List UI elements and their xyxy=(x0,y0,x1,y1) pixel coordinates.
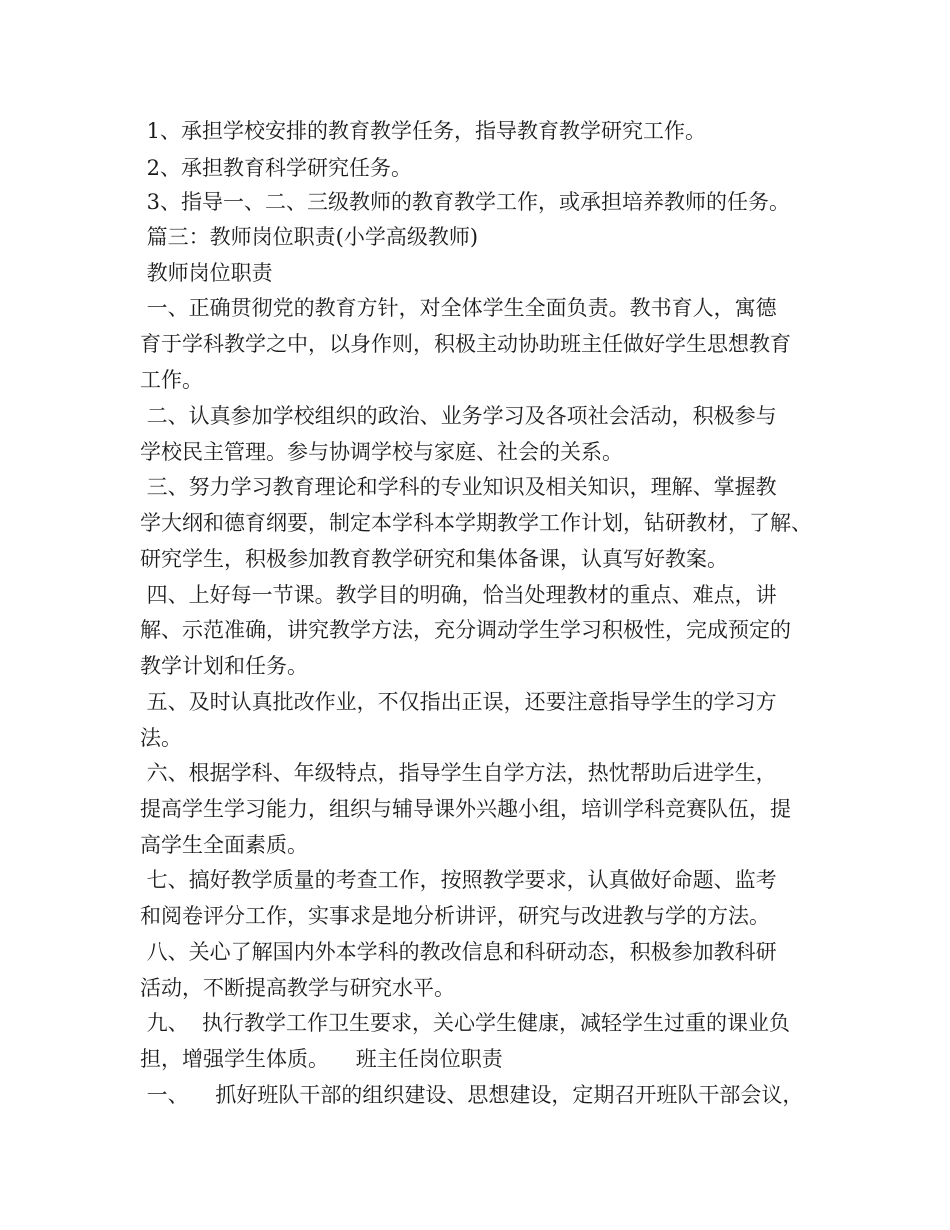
text-line: 和阅卷评分工作，实事求是地分析讲评，研究与改进教与学的方法。 xyxy=(140,904,770,928)
text-line: 二、认真参加学校组织的政治、业务学习及各项社会活动，积极参与 xyxy=(140,404,777,428)
text-line: 一、 抓好班队干部的组织建设、思想建设，定期召开班队干部会议， xyxy=(140,1083,804,1107)
text-line: 六、根据学科、年级特点，指导学生自学方法，热忱帮助后进学生， xyxy=(140,761,777,785)
text-line: 法。 xyxy=(140,726,182,750)
text-line: 学大纲和德育纲要，制定本学科本学期教学工作计划，钻研教材，了解、 xyxy=(140,511,812,535)
text-line: 高学生全面素质。 xyxy=(140,833,308,857)
text-line: 3、指导一、二、三级教师的教育教学工作，或承担培养教师的任务。 xyxy=(140,190,791,214)
text-line: 五、及时认真批改作业，不仅指出正误，还要注意指导学生的学习方 xyxy=(140,690,777,714)
text-line: 1、承担学校安排的教育教学任务，指导教育教学研究工作。 xyxy=(140,119,707,143)
text-line: 四、上好每一节课。教学目的明确，恰当处理教材的重点、难点，讲 xyxy=(140,583,777,607)
text-line: 学校民主管理。参与协调学校与家庭、社会的关系。 xyxy=(140,440,623,464)
text-line: 育于学科教学之中，以身作则，积极主动协助班主任做好学生思想教育 xyxy=(140,332,791,356)
text-line: 九、 执行教学工作卫生要求，关心学生健康，减轻学生过重的课业负 xyxy=(140,1011,791,1035)
text-line: 教学计划和任务。 xyxy=(140,654,308,678)
text-line: 活动，不断提高教学与研究水平。 xyxy=(140,976,455,1000)
text-line: 工作。 xyxy=(140,368,203,392)
text-line: 提高学生学习能力，组织与辅导课外兴趣小组，培训学科竞赛队伍，提 xyxy=(140,797,791,821)
text-line: 担，增强学生体质。 班主任岗位职责 xyxy=(140,1047,503,1071)
section-title: 教师岗位职责 xyxy=(140,261,273,285)
text-line: 三、努力学习教育理论和学科的专业知识及相关知识，理解、掌握教 xyxy=(140,475,777,499)
text-line: 解、示范准确，讲究教学方法，充分调动学生学习积极性，完成预定的 xyxy=(140,618,791,642)
text-line: 八、关心了解国内外本学科的教改信息和科研动态，积极参加教科研 xyxy=(140,940,777,964)
section-heading: 篇三：教师岗位职责(小学高级教师) xyxy=(140,225,479,249)
text-line: 七、搞好教学质量的考查工作，按照教学要求，认真做好命题、监考 xyxy=(140,868,777,892)
text-line: 研究学生，积极参加教育教学研究和集体备课，认真写好教案。 xyxy=(140,547,728,571)
text-line: 2、承担教育科学研究任务。 xyxy=(140,156,413,180)
text-line: 一、正确贯彻党的教育方针，对全体学生全面负责。教书育人，寓德 xyxy=(140,296,777,320)
